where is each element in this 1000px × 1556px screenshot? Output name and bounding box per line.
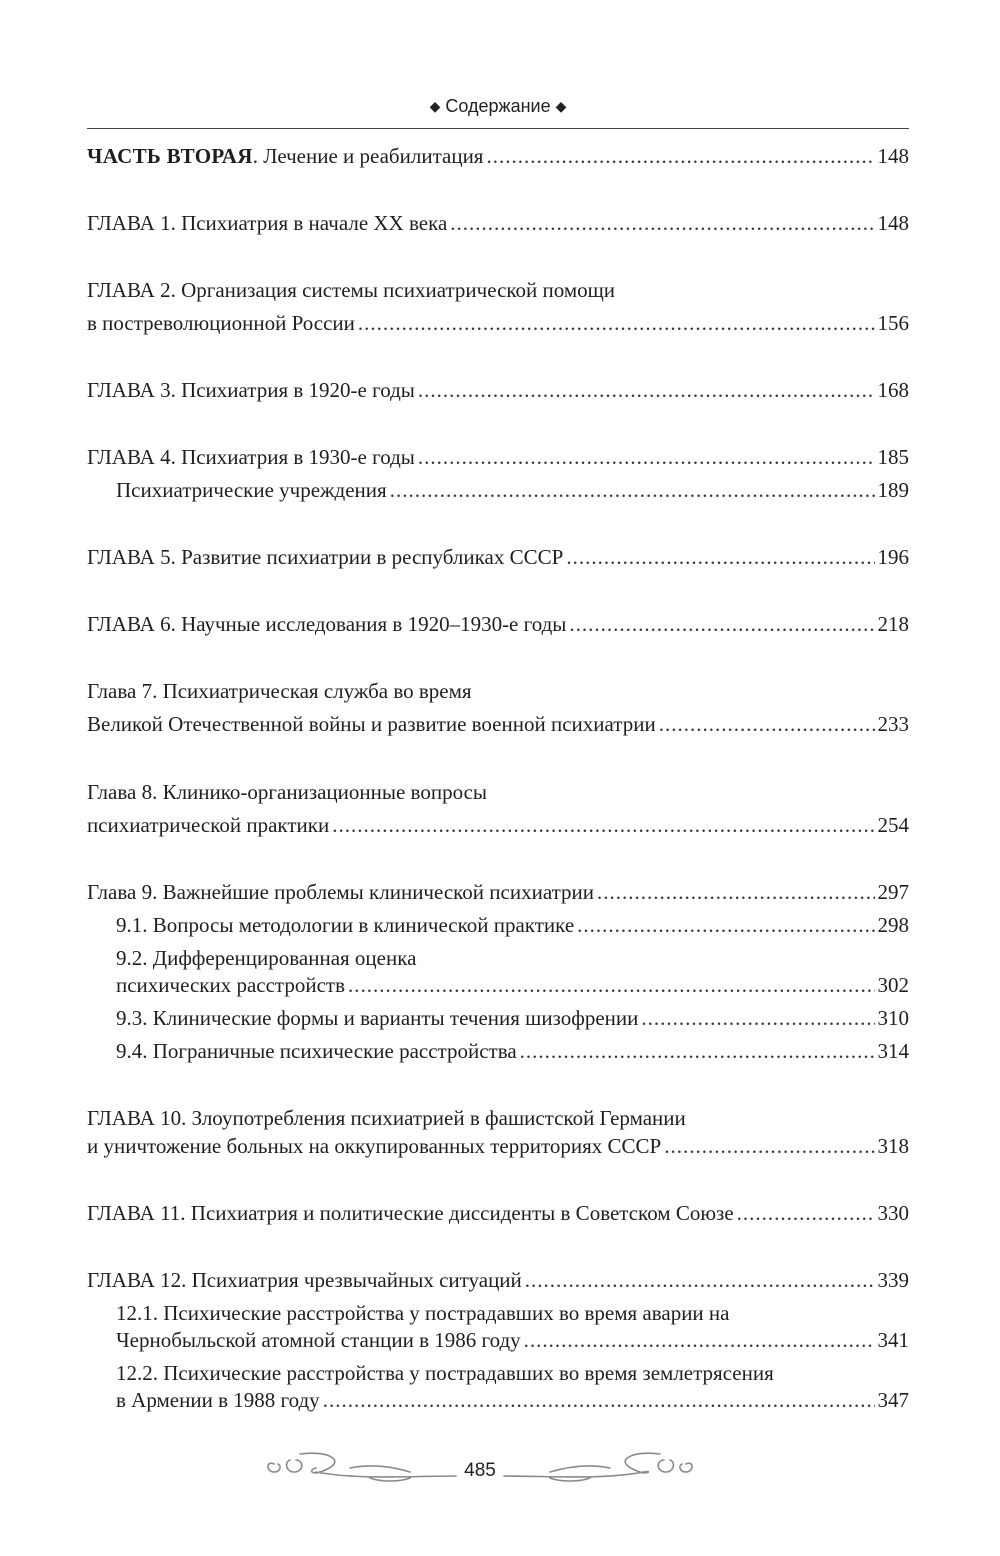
page-number: 318 <box>877 1134 909 1158</box>
entry-title: Чернобыльской атомной станции в 1986 году <box>116 1328 521 1352</box>
toc-entry-section-9-4[interactable] <box>87 1035 909 1068</box>
page-number: 339 <box>877 1268 909 1292</box>
entry-title: ГЛАВА 5. Развитие психиатрии в республиках СССР <box>87 545 564 569</box>
entry-title: ГЛАВА 11. Психиатрия и политические диссиденты в Советском Союзе <box>87 1201 734 1225</box>
page-number: 310 <box>877 1006 909 1030</box>
part-title: ЧАСТЬ ВТОРАЯ <box>87 144 253 168</box>
toc-entry-chapter-11[interactable] <box>87 1197 909 1230</box>
page-number-footer: 485 <box>464 1460 496 1481</box>
toc-entry-section-9-2[interactable] <box>87 942 909 1002</box>
page-number: 297 <box>877 880 909 904</box>
dot-leader <box>597 876 874 909</box>
page-number: 196 <box>877 545 909 569</box>
entry-title-line-1: 12.1. Психические расстройства у пострадавших во время аварии на <box>116 1301 730 1325</box>
page-number: 347 <box>877 1388 909 1412</box>
page-number: 189 <box>877 478 909 502</box>
dot-leader <box>450 207 874 240</box>
page-number: 148 <box>877 211 909 235</box>
page-number: 168 <box>877 378 909 402</box>
entry-title-line-1: Глава 8. Клинико-организационные вопросы <box>87 780 488 804</box>
entry-title: ГЛАВА 1. Психиатрия в начале XX века <box>87 211 448 235</box>
toc-entry-section-9-3[interactable] <box>87 1002 909 1035</box>
entry-title-line-1: 12.2. Психические расстройства у пострадавших во время землетрясения <box>116 1361 774 1385</box>
dot-leader <box>577 909 874 942</box>
entry-title: 9.3. Клинические формы и варианты течения шизофрении <box>116 1006 639 1030</box>
page-number: 254 <box>877 813 909 837</box>
entry-title-line-1: Глава 7. Психиатрическая служба во время <box>87 679 472 703</box>
diamond-icon: ◆ <box>429 98 441 114</box>
entry-title: 9.1. Вопросы методологии в клинической практике <box>116 913 575 937</box>
entry-title: ГЛАВА 6. Научные исследования в 1920–1930-е годы <box>87 612 567 636</box>
dot-leader <box>358 307 875 340</box>
page-number: 148 <box>877 144 909 168</box>
dot-leader <box>418 441 875 474</box>
dot-leader <box>486 140 874 173</box>
toc-entry-chapter-12[interactable] <box>87 1264 909 1297</box>
entry-title: 9.4. Пограничные психические расстройства <box>116 1039 517 1063</box>
toc-entry-chapter-4[interactable] <box>87 441 909 474</box>
toc-entry-chapter-9[interactable] <box>87 876 909 909</box>
page-footer <box>260 1442 700 1498</box>
entry-title-line-1: 9.2. Дифференцированная оценка <box>116 946 417 970</box>
entry-title: психиатрической практики <box>87 813 330 837</box>
entry-title: . Лечение и реабилитация <box>252 144 484 168</box>
page-number: 330 <box>877 1201 909 1225</box>
running-header <box>87 96 909 129</box>
toc-entry-chapter-7[interactable] <box>87 675 909 741</box>
entry-title: ГЛАВА 3. Психиатрия в 1920-е годы <box>87 378 415 402</box>
toc-entry-section-4-1[interactable] <box>87 474 909 507</box>
dot-leader <box>524 1324 875 1357</box>
toc-entry-chapter-10[interactable] <box>87 1102 909 1163</box>
toc-entry-chapter-8[interactable] <box>87 775 909 842</box>
page-number: 298 <box>877 913 909 937</box>
dot-leader <box>525 1264 875 1297</box>
dot-leader <box>737 1197 875 1230</box>
dot-leader <box>659 708 875 741</box>
toc-entry-chapter-5[interactable] <box>87 541 909 574</box>
dot-leader <box>664 1130 874 1163</box>
entry-title-line-1: ГЛАВА 2. Организация системы психиатрической помощи <box>87 278 616 302</box>
entry-title: ГЛАВА 12. Психиатрия чрезвычайных ситуаций <box>87 1268 522 1292</box>
page-number: 233 <box>877 712 909 736</box>
page-number: 302 <box>877 973 909 997</box>
dot-leader <box>332 809 874 842</box>
dot-leader <box>520 1035 875 1068</box>
toc-entry-chapter-6[interactable] <box>87 608 909 641</box>
dot-leader <box>566 541 874 574</box>
toc-entry-chapter-3[interactable] <box>87 374 909 407</box>
dot-leader <box>418 374 875 407</box>
entry-title: Глава 9. Важнейшие проблемы клинической психиатрии <box>87 880 595 904</box>
header-title: Содержание <box>445 96 551 116</box>
entry-title: и уничтожение больных на оккупированных территориях СССР <box>87 1134 662 1158</box>
entry-title: Психиатрические учреждения <box>116 478 387 502</box>
dot-leader <box>390 474 875 507</box>
dot-leader <box>641 1002 874 1035</box>
entry-title: ГЛАВА 4. Психиатрия в 1930-е годы <box>87 445 415 469</box>
page-number: 156 <box>877 311 909 335</box>
entry-title: Великой Отечественной войны и развитие военной психиатрии <box>87 712 656 736</box>
dot-leader <box>569 608 874 641</box>
table-of-contents <box>87 140 909 1417</box>
toc-entry-section-9-1[interactable] <box>87 909 909 942</box>
page-number: 218 <box>877 612 909 636</box>
dot-leader <box>348 969 874 1002</box>
toc-entry-chapter-1[interactable] <box>87 207 909 240</box>
page-number: 341 <box>877 1328 909 1352</box>
dot-leader <box>323 1384 875 1417</box>
toc-entry-chapter-2[interactable] <box>87 274 909 340</box>
entry-title: в постреволюционной России <box>87 311 355 335</box>
toc-entry-section-12-1[interactable] <box>87 1297 909 1357</box>
page-number: 185 <box>877 445 909 469</box>
page-number: 314 <box>877 1039 909 1063</box>
toc-entry-part-two[interactable] <box>87 140 909 173</box>
entry-title-line-1: ГЛАВА 10. Злоупотребления психиатрией в фашистской Германии <box>87 1106 686 1130</box>
diamond-icon: ◆ <box>555 98 567 114</box>
entry-title: психических расстройств <box>116 973 346 997</box>
toc-entry-section-12-2[interactable] <box>87 1357 909 1417</box>
entry-title: в Армении в 1988 году <box>116 1388 320 1412</box>
